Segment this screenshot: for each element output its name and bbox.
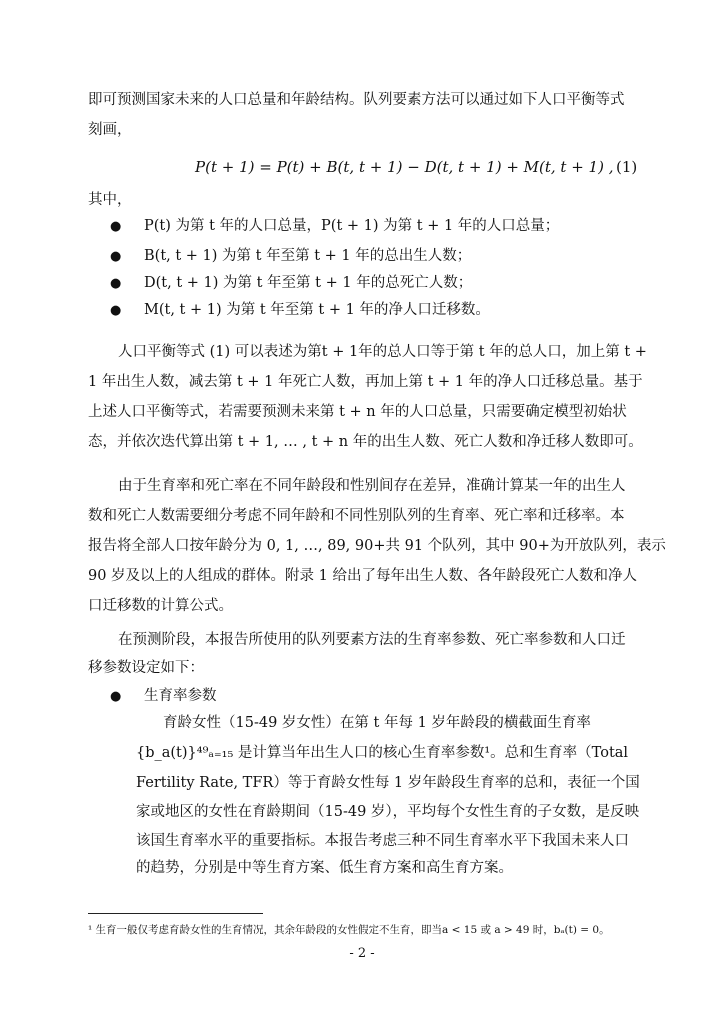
paragraph-2-line: 90 岁及以上的人组成的群体。附录 1 给出了每年出生人数、各年龄段死亡人数和净人 xyxy=(88,568,638,584)
fertility-line: Fertility Rate, TFR）等于育龄女性每 1 岁年龄段生育率的总和，表征一个国 xyxy=(136,775,640,791)
paragraph-2-line: 口迁移数的计算公式。 xyxy=(88,598,233,614)
intro-line-2: 刻画， xyxy=(88,122,132,138)
paragraph-1-line: 人口平衡等式 (1) 可以表述为第t + 1年的总人口等于第 t 年的总人口，加上第 t + xyxy=(118,344,647,360)
where-label: 其中， xyxy=(88,192,132,208)
paragraph-2-line: 报告将全部人口按年龄分为 0, 1, …, 89, 90+共 91 个队列，其中 90+为开放队列，表示 xyxy=(88,538,666,554)
paragraph-3-line: 在预测阶段，本报告所使用的队列要素方法的生育率参数、死亡率参数和人口迁 xyxy=(118,632,626,648)
paragraph-3-line: 移参数设定如下： xyxy=(88,660,204,676)
fertility-line: 的趋势，分别是中等生育方案、低生育方案和高生育方案。 xyxy=(136,860,513,876)
paragraph-1-line: 1 年出生人数，减去第 t + 1 年死亡人数，再加上第 t + 1 年的净人口迁移总量。基于 xyxy=(88,374,643,390)
definition-text: M(t, t + 1) 为第 t 年至第 t + 1 年的净人口迁移数。 xyxy=(144,302,490,318)
paragraph-1-line: 上述人口平衡等式，若需要预测未来第 t + n 年的人口总量，只需要确定模型初始状 xyxy=(88,404,627,420)
definition-text: P(t) 为第 t 年的人口总量，P(t + 1) 为第 t + 1 年的人口总量； xyxy=(144,218,560,234)
equation-number: (1) xyxy=(616,158,638,176)
definition-text: B(t, t + 1) 为第 t 年至第 t + 1 年的总出生人数； xyxy=(144,248,472,264)
bullet-icon: ● xyxy=(110,249,122,264)
fertility-bullet-label: 生育率参数 xyxy=(144,688,217,704)
fertility-line: 家或地区的女性在育龄期间（15-49 岁），平均每个女性生育的子女数，是反映 xyxy=(136,804,640,820)
definition-text: D(t, t + 1) 为第 t 年至第 t + 1 年的总死亡人数； xyxy=(144,275,473,291)
intro-line-1: 即可预测国家未来的人口总量和年龄结构。队列要素方法可以通过如下人口平衡等式 xyxy=(88,92,625,108)
definition-item xyxy=(110,298,490,322)
fertility-bullet xyxy=(110,684,217,708)
fertility-line: 该国生育率水平的重要指标。本报告考虑三种不同生育率水平下我国未来人口 xyxy=(136,833,629,849)
paragraph-1-line: 态，并依次迭代算出第 t + 1, … , t + n 年的出生人数、死亡人数和净迁移人数即可。 xyxy=(88,434,643,450)
bullet-icon: ● xyxy=(110,689,122,704)
paragraph-2-line: 数和死亡人数需要细分考虑不同年龄和不同性别队列的生育率、死亡率和迁移率。本 xyxy=(88,508,625,524)
bullet-icon: ● xyxy=(110,219,122,234)
balance-equation: P(t + 1) = P(t) + B(t, t + 1) − D(t, t + 1) + M(t, t + 1) , xyxy=(195,158,614,176)
definition-item xyxy=(110,244,471,268)
paragraph-2-line: 由于生育率和死亡率在不同年龄段和性别间存在差异，准确计算某一年的出生人 xyxy=(118,478,626,494)
footnote-rule xyxy=(88,913,263,914)
bullet-icon: ● xyxy=(110,303,122,318)
fertility-line: 育龄女性（15-49 岁女性）在第 t 年每 1 岁年龄段的横截面生育率 xyxy=(163,715,591,731)
definition-item xyxy=(110,214,559,238)
fertility-line: {b_a(t)}⁴⁹ₐ₌₁₅ 是计算当年出生人口的核心生育率参数¹。总和生育率（Total xyxy=(136,745,629,761)
definition-item xyxy=(110,271,472,295)
page-number: - 2 - xyxy=(349,946,375,961)
footnote: ¹ 生育一般仅考虑育龄女性的生育情况，其余年龄段的女性假定不生育，即当a < 15 或 a > 49 时，bₐ(t) = 0。 xyxy=(88,924,610,936)
bullet-icon: ● xyxy=(110,276,122,291)
